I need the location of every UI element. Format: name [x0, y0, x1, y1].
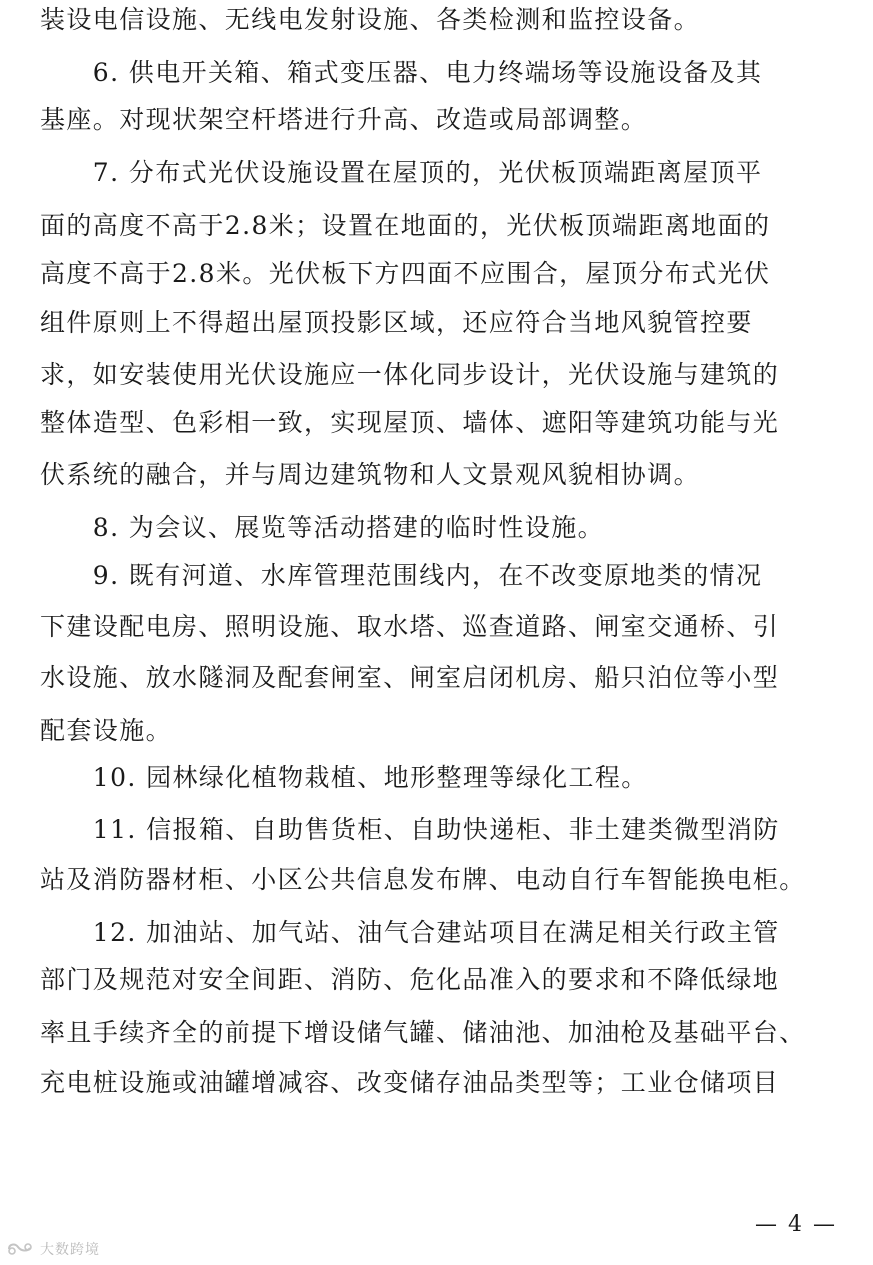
- text-line: 面的高度不高于2.8米；设置在地面的，光伏板顶端距离地面的: [40, 211, 771, 240]
- text-line: 充电桩设施或油罐增减容、改变储存油品类型等；工业仓储项目: [40, 1068, 780, 1097]
- text-line: 站及消防器材柜、小区公共信息发布牌、电动自行车智能换电柜。: [40, 865, 806, 894]
- text-line: 整体造型、色彩相一致，实现屋顶、墙体、遮阳等建筑功能与光: [40, 408, 780, 437]
- text-line: 配套设施。: [40, 716, 173, 745]
- text-line: 12. 加油站、加气站、油气合建站项目在满足相关行政主管: [40, 918, 780, 947]
- text-line: 基座。对现状架空杆塔进行升高、改造或局部调整。: [40, 105, 648, 134]
- page-number: — 4 —: [755, 1212, 837, 1237]
- watermark-text: 大数跨境: [40, 1242, 100, 1258]
- text-line: 11. 信报箱、自助售货柜、自助快递柜、非土建类微型消防: [40, 815, 780, 844]
- text-line: 高度不高于2.8米。光伏板下方四面不应围合，屋顶分布式光伏: [40, 259, 771, 288]
- text-line: 伏系统的融合，并与周边建筑物和人文景观风貌相协调。: [40, 460, 701, 489]
- text-line: 8. 为会议、展览等活动搭建的临时性设施。: [40, 513, 605, 542]
- text-line: 装设电信设施、无线电发射设施、各类检测和监控设备。: [40, 5, 701, 34]
- watermark-logo-icon: [6, 1240, 36, 1258]
- text-line: 9. 既有河道、水库管理范围线内，在不改变原地类的情况: [40, 561, 763, 590]
- text-line: 组件原则上不得超出屋顶投影区域，还应符合当地风貌管控要: [40, 308, 753, 337]
- text-line: 下建设配电房、照明设施、取水塔、巡查道路、闸室交通桥、引: [40, 612, 780, 641]
- watermark: [6, 1238, 100, 1260]
- text-line: 6. 供电开关箱、箱式变压器、电力终端场等设施设备及其: [40, 58, 763, 87]
- text-line: 率且手续齐全的前提下增设储气罐、储油池、加油枪及基础平台、: [40, 1018, 806, 1047]
- text-line: 求，如安装使用光伏设施应一体化同步设计，光伏设施与建筑的: [40, 360, 780, 389]
- text-line: 10. 园林绿化植物栽植、地形整理等绿化工程。: [40, 763, 648, 792]
- text-line: 7. 分布式光伏设施设置在屋顶的，光伏板顶端距离屋顶平: [40, 158, 763, 187]
- text-line: 水设施、放水隧洞及配套闸室、闸室启闭机房、船只泊位等小型: [40, 663, 780, 692]
- text-line: 部门及规范对安全间距、消防、危化品准入的要求和不降低绿地: [40, 965, 780, 994]
